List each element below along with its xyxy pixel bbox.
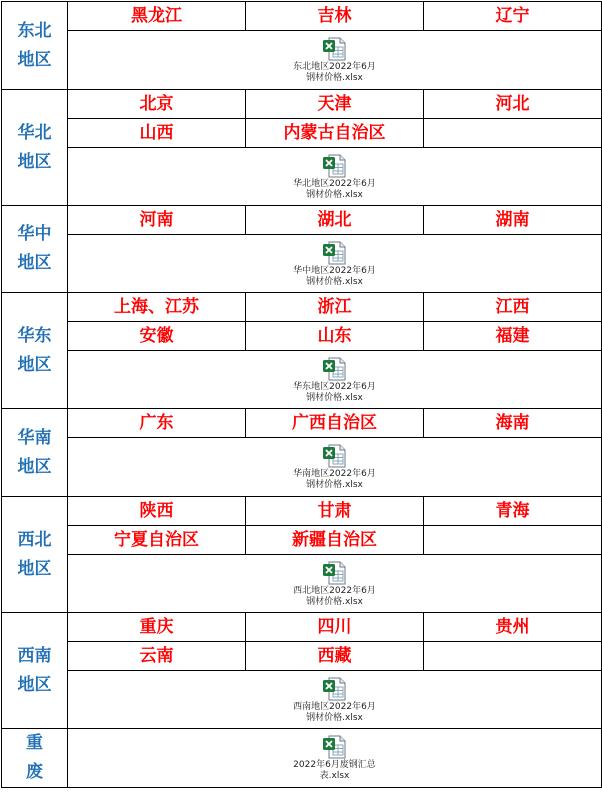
province-cell: 辽宁 [424,2,602,31]
province-cell: 贵州 [424,613,602,642]
file-name-line: 华南地区2022年6月 [293,469,376,479]
region-label-scrap: 重 废 [2,729,68,788]
region-row [2,2,602,31]
region-label-huanan: 华南 地区 [2,409,68,497]
file-name-line: 钢材价格.xlsx [306,480,363,490]
excel-file-icon [321,734,347,760]
excel-attachment[interactable] [293,676,376,724]
province-cell: 宁夏自治区 [68,526,246,555]
excel-attachment[interactable] [293,240,376,288]
province-cell: 上海、江苏 [68,293,246,322]
excel-file-icon [321,356,347,382]
province-cell: 湖南 [424,206,602,235]
province-cell: 广东 [68,409,246,438]
file-name-line: 东北地区2022年6月 [293,62,376,72]
province-cell: 江西 [424,293,602,322]
province-cell: 甘肃 [246,497,424,526]
province-cell [424,642,602,671]
file-name-line: 钢材价格.xlsx [306,596,363,607]
province-cell: 天津 [246,90,424,119]
attachment-cell [68,235,602,293]
province-cell: 新疆自治区 [246,526,424,555]
province-cell [424,119,602,148]
excel-attachment[interactable] [293,153,376,201]
excel-attachment[interactable] [293,443,376,491]
excel-file-icon [321,443,347,469]
province-cell: 重庆 [68,613,246,642]
province-cell: 安徽 [68,322,246,351]
province-cell: 湖北 [246,206,424,235]
file-name-line: 2022年6月废钢汇总 [293,760,376,770]
attachment-cell [68,729,602,788]
excel-file-icon [321,560,347,586]
attachment-cell [68,351,602,409]
file-name-line: 钢材价格.xlsx [306,73,363,83]
province-cell: 青海 [424,497,602,526]
file-name-line: 钢材价格.xlsx [306,276,363,287]
excel-attachment[interactable] [293,734,376,782]
region-label-huabei: 华北 地区 [2,90,68,206]
file-name-line: 华东地区2022年6月 [293,381,376,392]
file-name-line: 西南地区2022年6月 [293,701,376,712]
province-cell: 云南 [68,642,246,671]
province-cell [424,526,602,555]
province-cell: 福建 [424,322,602,351]
file-name-line: 钢材价格.xlsx [306,189,363,200]
province-cell: 河南 [68,206,246,235]
province-cell: 北京 [68,90,246,119]
excel-file-icon [321,36,347,62]
excel-file-icon [321,153,347,179]
region-label-huazhong: 华中 地区 [2,206,68,293]
file-name-line: 钢材价格.xlsx [306,392,363,403]
province-cell: 吉林 [246,2,424,31]
province-cell: 浙江 [246,293,424,322]
file-name-line: 钢材价格.xlsx [306,712,363,723]
attachment-cell [68,31,602,90]
excel-attachment[interactable] [293,356,376,404]
attachment-cell [68,555,602,613]
file-name-line: 华中地区2022年6月 [293,265,376,276]
province-cell: 山西 [68,119,246,148]
file-name-line: 表.xlsx [319,771,350,781]
province-cell: 山东 [246,322,424,351]
excel-attachment[interactable] [293,36,376,84]
file-name-line: 华北地区2022年6月 [293,178,376,189]
file-name-line: 西北地区2022年6月 [293,585,376,596]
attachment-cell [68,671,602,729]
region-label-dongbei: 东北 地区 [2,2,68,90]
attachment-cell [68,438,602,497]
province-cell: 西藏 [246,642,424,671]
region-label-xibei: 西北 地区 [2,497,68,613]
region-label-xinan: 西南 地区 [2,613,68,729]
region-label-huadong: 华东 地区 [2,293,68,409]
excel-file-icon [321,676,347,702]
province-cell: 海南 [424,409,602,438]
province-cell: 河北 [424,90,602,119]
excel-attachment[interactable] [293,560,376,608]
province-cell: 四川 [246,613,424,642]
excel-file-icon [321,240,347,266]
province-cell: 广西自治区 [246,409,424,438]
province-cell: 陕西 [68,497,246,526]
steel-price-table [1,1,602,788]
attachment-cell [68,148,602,206]
province-cell: 黑龙江 [68,2,246,31]
province-cell: 内蒙古自治区 [246,119,424,148]
